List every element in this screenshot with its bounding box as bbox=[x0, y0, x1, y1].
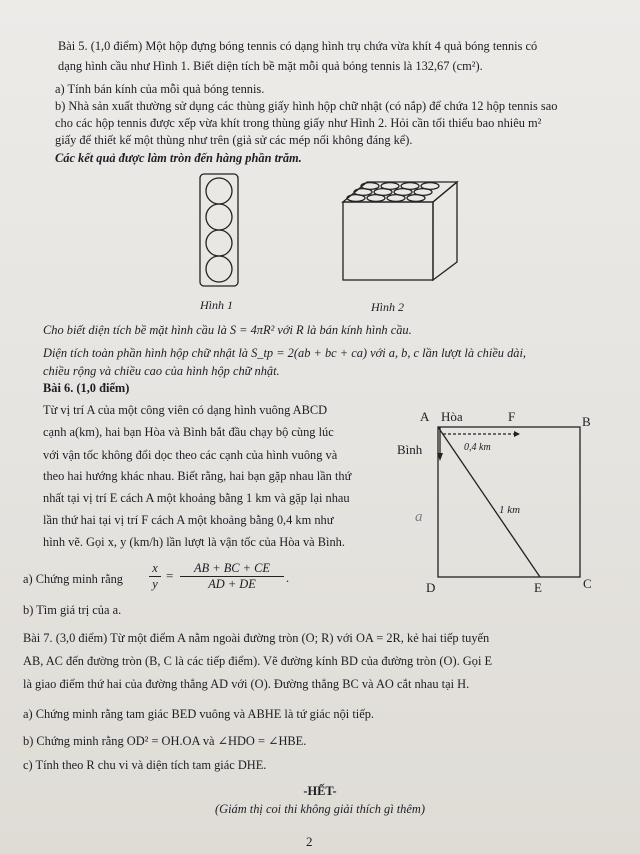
b6-line-3: với vận tốc không đổi dọc theo các cạnh của hình vuông và bbox=[43, 448, 338, 462]
point-b-label: B bbox=[582, 414, 591, 429]
point-a-label: A bbox=[420, 409, 430, 424]
b7-part-a: a) Chứng minh rằng tam giác BED vuông và ABHE là tứ giác nội tiếp. bbox=[23, 707, 375, 721]
fraction-x-over-y bbox=[149, 561, 161, 592]
b5-part-b-2: cho các hộp tennis được xếp vừa khít trong thùng giấy như Hình 2. Hỏi cần tối thiểu bao nhiêu m² bbox=[55, 116, 542, 130]
b7-part-c: c) Tính theo R chu vi và diện tích tam giác DHE. bbox=[23, 758, 267, 772]
figure-1-caption: Hình 1 bbox=[200, 298, 233, 312]
square-park-diagram bbox=[395, 405, 600, 595]
b6-line-4: theo hai hướng khác nhau. Biết rằng, hai bạn gặp nhau lần thứ bbox=[43, 469, 352, 483]
b5-sphere-formula: Cho biết diện tích bề mặt hình cầu là S = 4πR² với R là bán kính hình cầu. bbox=[43, 323, 412, 337]
b5-box-formula: Diện tích toàn phần hình hộp chữ nhật là S_tp = 2(ab + bc + ca) với a, b, c lần lượt là chiều dài, bbox=[43, 346, 527, 360]
b6-part-b: b) Tìm giá trị của a. bbox=[23, 603, 122, 617]
point-d-label: D bbox=[426, 580, 436, 595]
b5-part-b-1: b) Nhà sản xuất thường sử dụng các thùng giấy hình hộp chữ nhật (có nắp) để chứa 12 hộp tennis sao bbox=[55, 99, 558, 113]
b5-part-b-3: giấy để thiết kế một thùng như trên (giả sử các mép nối không đáng kể). bbox=[55, 133, 413, 147]
b5-line-2: dạng hình cầu như Hình 1. Biết diện tích bề mặt mỗi quả bóng tennis là 132,67 (cm²). bbox=[58, 59, 483, 73]
b5-rounding-note: Các kết quả được làm tròn đến hàng phần trăm. bbox=[55, 151, 302, 165]
b5-part-a: a) Tính bán kính của mỗi quả bóng tennis. bbox=[55, 82, 265, 96]
figure-1-tennis-tube bbox=[195, 170, 245, 290]
b7-line-1: Bài 7. (3,0 điểm) Từ một điểm A nằm ngoài đường tròn (O; R) với OA = 2R, kẻ hai tiếp tuyến bbox=[23, 631, 490, 645]
b6-title: Bài 6. (1,0 điểm) bbox=[43, 381, 130, 395]
binh-label: Bình bbox=[397, 442, 423, 457]
side-a-handwritten: a bbox=[415, 509, 423, 525]
equals-sign: = bbox=[166, 568, 174, 583]
ae-distance-label: 1 km bbox=[499, 504, 521, 516]
figure-2-carton-box bbox=[340, 178, 470, 288]
b7-line-2: AB, AC đến đường tròn (B, C là các tiếp điểm). Vẽ đường kính BD của đường tròn (O). Gọi E bbox=[23, 654, 493, 668]
hoa-label: Hòa bbox=[441, 409, 463, 424]
b6-part-a-prefix: a) Chứng minh rằng bbox=[23, 572, 123, 586]
fraction-main bbox=[180, 561, 284, 592]
square-abcd bbox=[438, 427, 580, 577]
fraction-y: y bbox=[152, 577, 158, 591]
b7-part-b: b) Chứng minh rằng OD² = OH.OA và ∠HDO = ∠HBE. bbox=[23, 734, 307, 748]
fraction-x: x bbox=[149, 561, 161, 577]
point-c-label: C bbox=[583, 576, 592, 591]
af-distance-label: 0,4 km bbox=[464, 442, 491, 453]
b6-line-5: nhất tại vị trí E cách A một khoảng bằng 1 km và gặp lại nhau bbox=[43, 491, 350, 505]
b5-line-1: Bài 5. (1,0 điểm) Một hộp đựng bóng tennis có dạng hình trụ chứa vừa khít 4 quả bóng tennis có bbox=[58, 39, 538, 53]
fraction-denominator: AD + DE bbox=[208, 577, 256, 591]
b6-line-2: cạnh a(km), hai bạn Hòa và Bình bắt đầu chạy bộ cùng lúc bbox=[43, 425, 334, 439]
figure-2-caption: Hình 2 bbox=[371, 300, 404, 314]
point-f-label: F bbox=[508, 409, 516, 424]
hoa-arrow-head bbox=[514, 431, 520, 437]
b5-box-formula-cont: chiều rộng và chiều cao của hình hộp chữ nhật. bbox=[43, 364, 280, 378]
b7-line-3: là giao điểm thứ hai của đường thẳng AD với (O). Đường thẳng BC và AO cắt nhau tại H. bbox=[23, 677, 470, 691]
point-e-label: E bbox=[534, 580, 542, 595]
b6-line-6: lần thứ hai tại vị trí F cách A một khoảng bằng 0,4 km như bbox=[43, 513, 334, 527]
end-note: (Giám thị coi thi không giải thích gì thêm) bbox=[215, 802, 425, 816]
period: . bbox=[286, 571, 290, 585]
fraction-numerator: AB + BC + CE bbox=[180, 561, 284, 577]
end-marker: -HẾT- bbox=[303, 784, 337, 798]
b6-line-7: hình vẽ. Gọi x, y (km/h) lần lượt là vận tốc của Hòa và Bình. bbox=[43, 535, 345, 549]
b6-line-1: Từ vị trí A của một công viên có dạng hình vuông ABCD bbox=[43, 403, 328, 417]
page-number: 2 bbox=[306, 834, 313, 849]
